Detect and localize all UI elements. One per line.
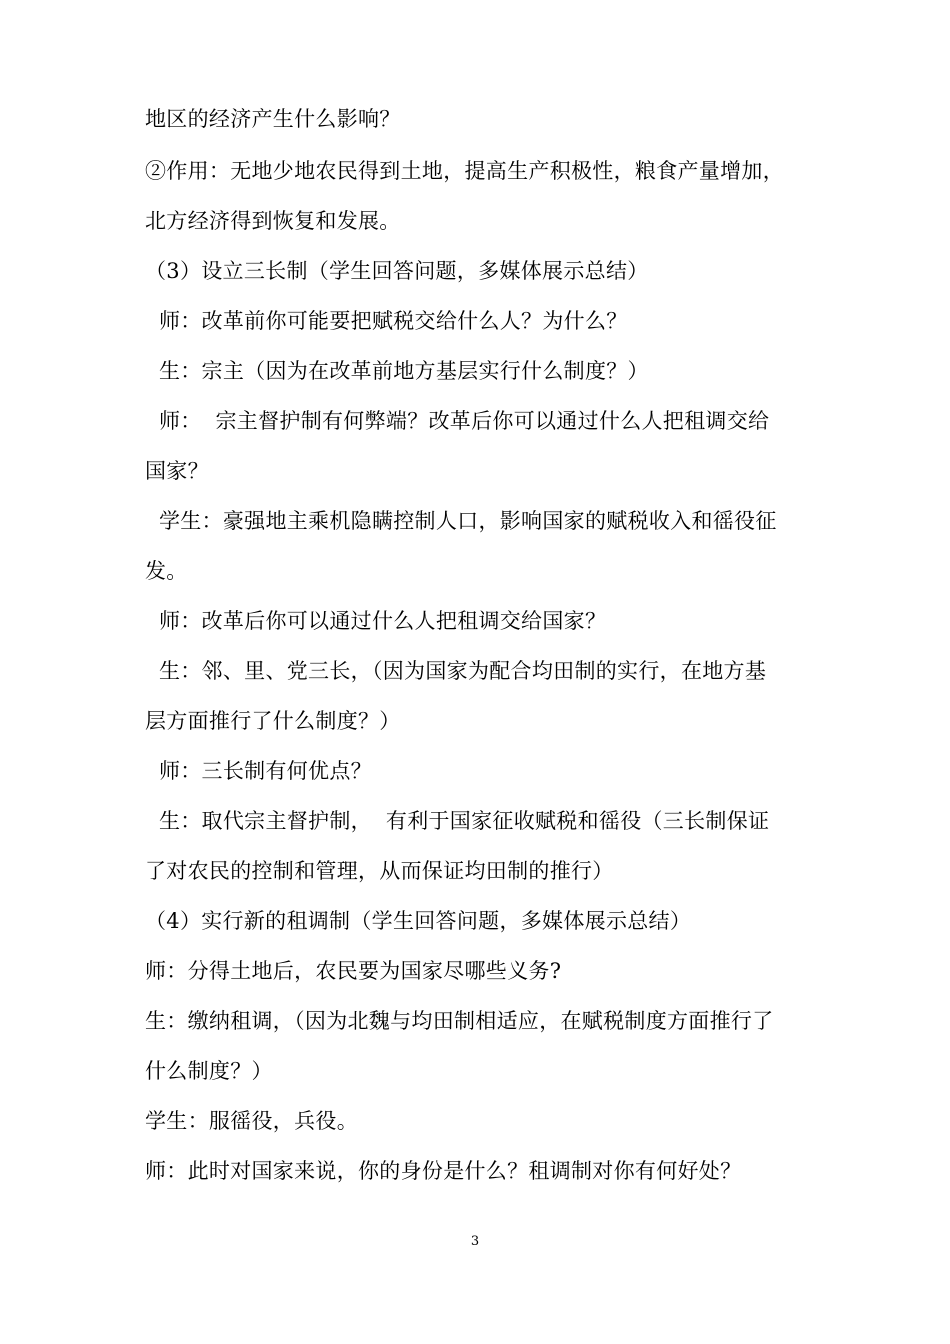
text-line: 层方面推行了什么制度？） bbox=[145, 709, 401, 733]
text-line: 生：邻、里、党三长，（因为国家为配合均田制的实行，在地方基 bbox=[145, 659, 767, 683]
text-line: 师： 宗主督护制有何弊端？改革后你可以通过什么人把租调交给 bbox=[145, 409, 770, 433]
text-line: 北方经济得到恢复和发展。 bbox=[145, 209, 401, 233]
section-heading: （3）设立三长制（学生回答问题，多媒体展示总结） bbox=[145, 259, 649, 283]
text-line: 什么制度？） bbox=[145, 1059, 273, 1083]
text-line: 发。 bbox=[145, 559, 188, 583]
text-line: 生：缴纳租调，（因为北魏与均田制相适应，在赋税制度方面推行了 bbox=[145, 1009, 774, 1033]
text-line: 国家？ bbox=[145, 459, 209, 483]
text-line: 师：分得土地后，农民要为国家尽哪些义务? bbox=[145, 959, 562, 983]
page-number: 3 bbox=[470, 1234, 480, 1249]
text-line: 学生：服徭役，兵役。 bbox=[145, 1109, 358, 1133]
section-heading: （4）实行新的租调制（学生回答问题，多媒体展示总结） bbox=[145, 909, 692, 933]
text-line: 师：改革后你可以通过什么人把租调交给国家？ bbox=[145, 609, 607, 633]
text-line: 学生：豪强地主乘机隐瞒控制人口，影响国家的赋税收入和徭役征 bbox=[145, 509, 777, 533]
text-line: 生：宗主（因为在改革前地方基层实行什么制度？） bbox=[145, 359, 649, 383]
text-line: ②作用：无地少地农民得到土地，提高生产积极性，粮食产量增加， bbox=[145, 159, 784, 183]
text-line: 生：取代宗主督护制， 有利于国家征收赋税和徭役（三长制保证 bbox=[145, 809, 770, 833]
text-line: 师：改革前你可能要把赋税交给什么人？为什么？ bbox=[145, 309, 628, 333]
text-line: 了对农民的控制和管理，从而保证均田制的推行） bbox=[145, 859, 614, 883]
text-line: 地区的经济产生什么影响？ bbox=[145, 107, 401, 131]
text-line: 师：此时对国家来说，你的身份是什么？租调制对你有何好处？ bbox=[145, 1159, 742, 1183]
text-line: 师：三长制有何优点？ bbox=[145, 759, 372, 783]
